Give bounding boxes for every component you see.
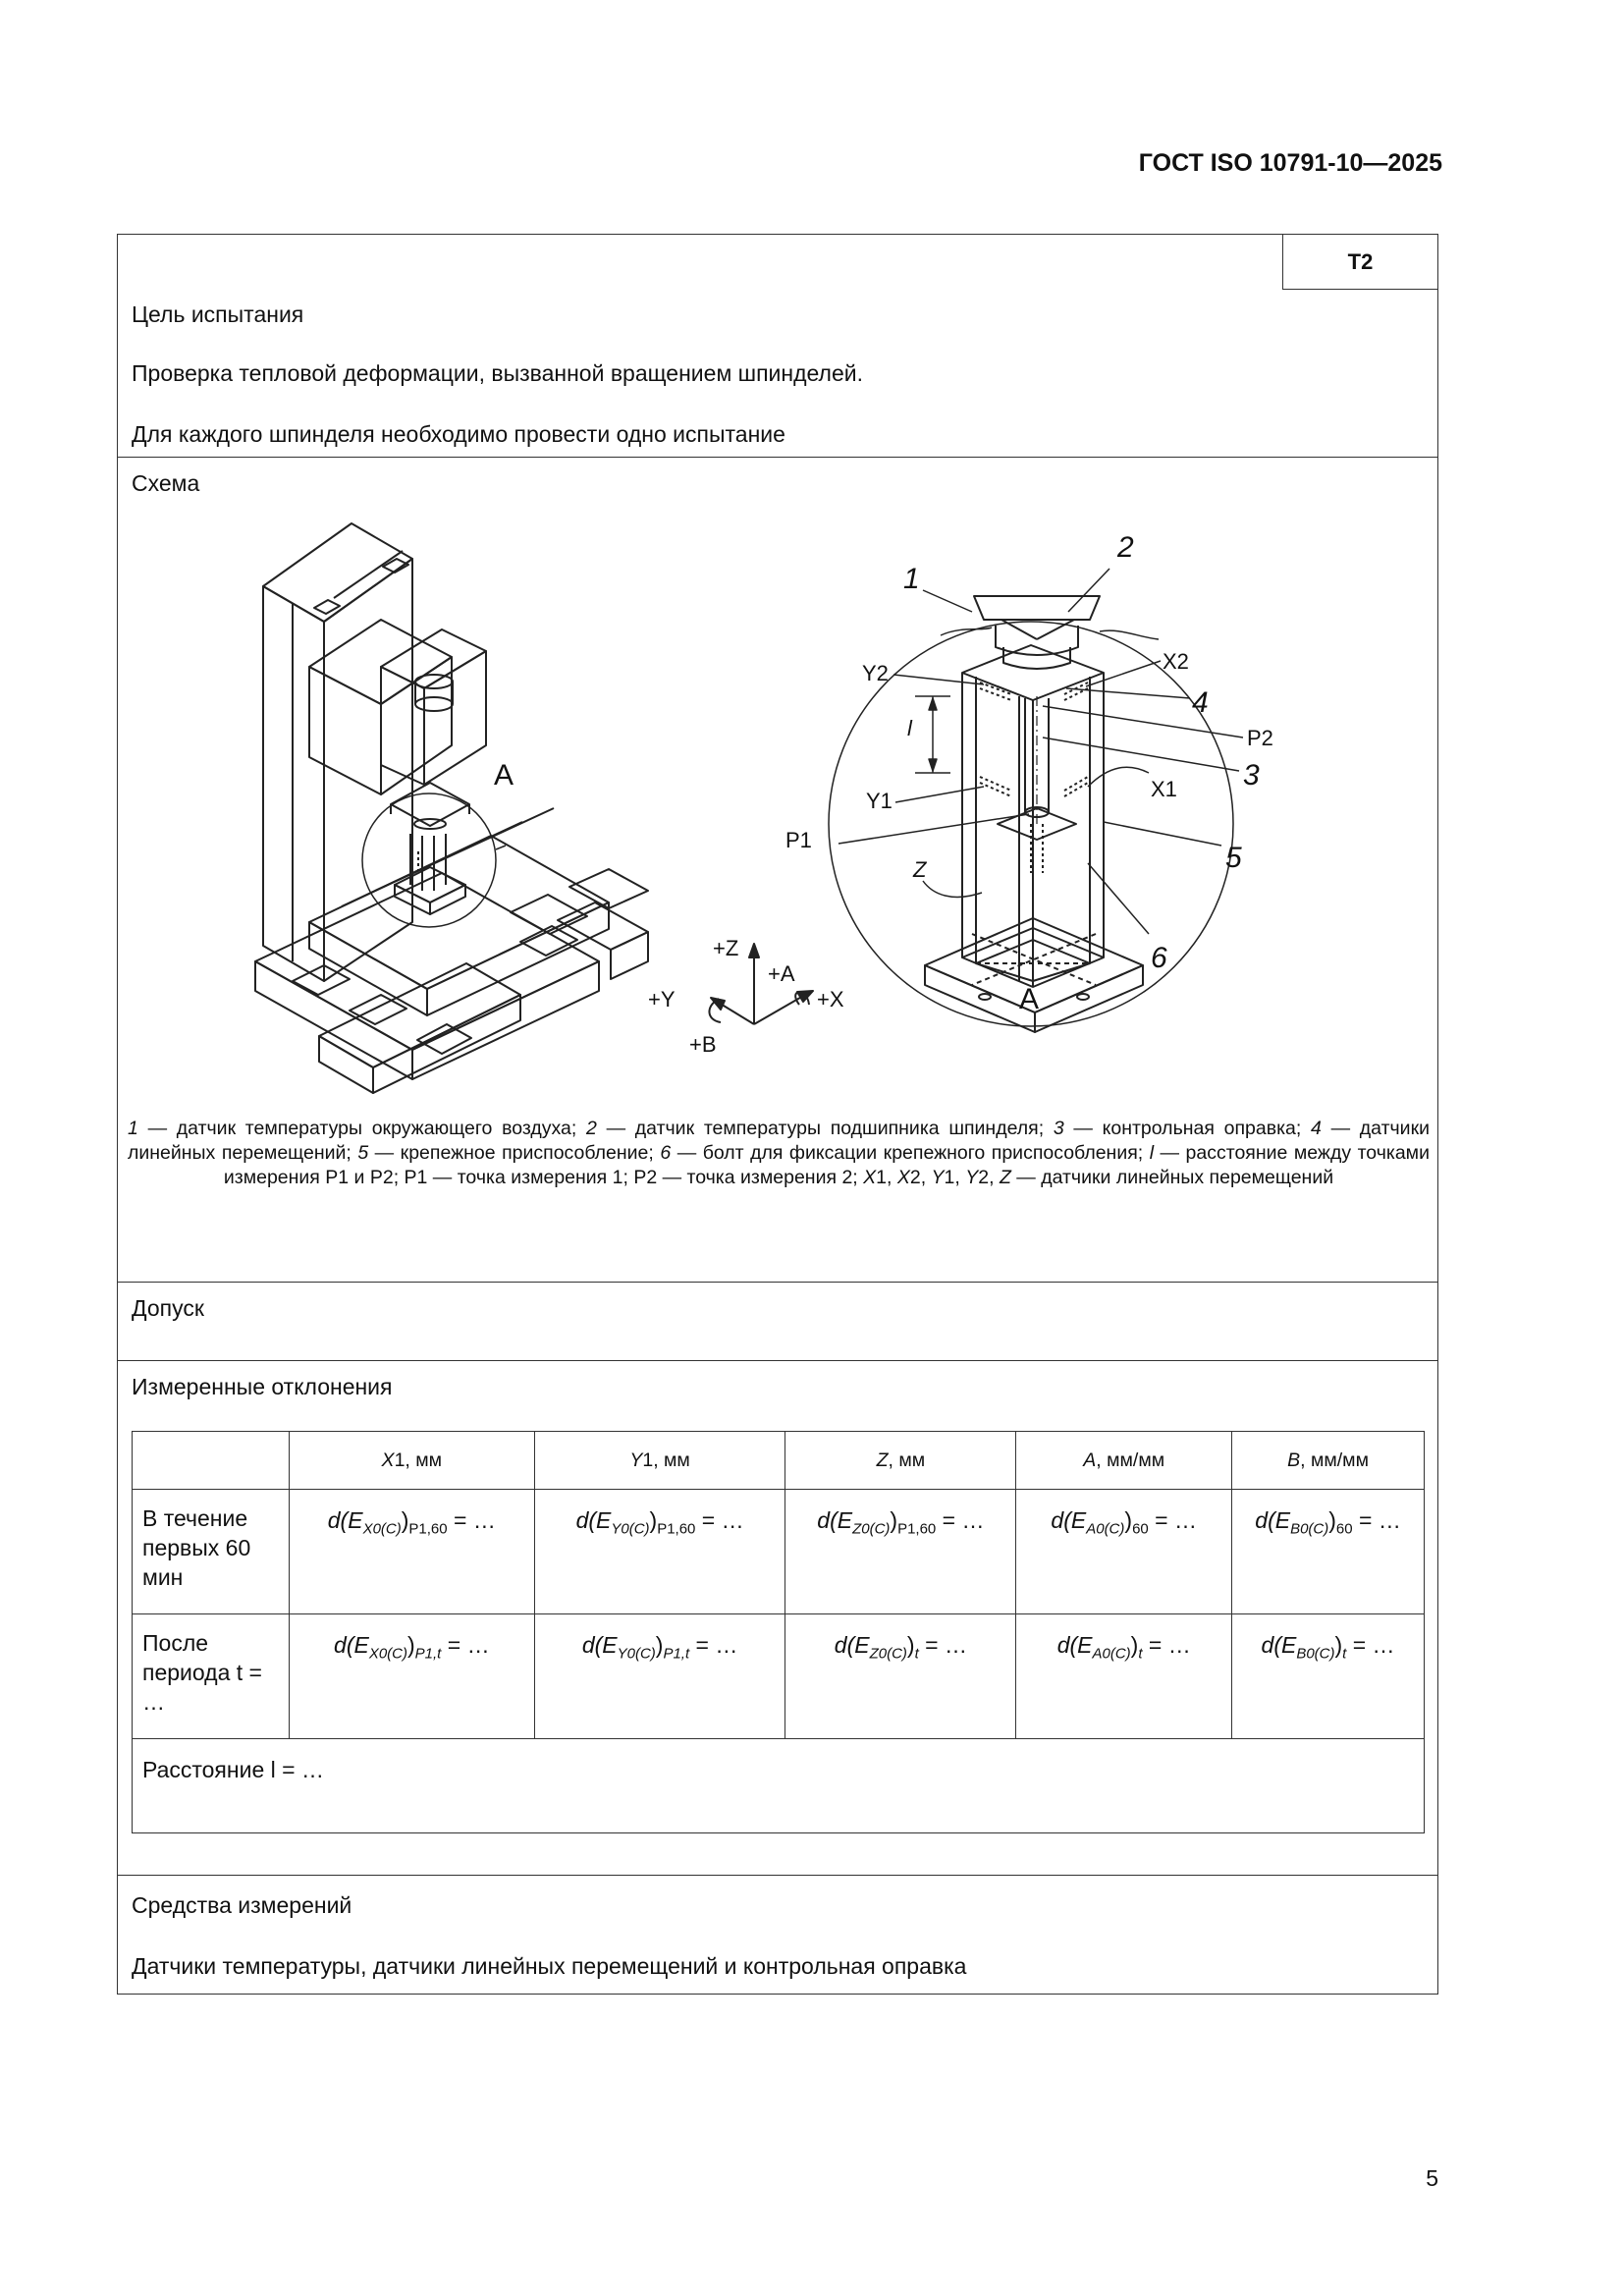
label-3: 3	[1243, 759, 1260, 792]
detail-mandrel	[998, 696, 1076, 873]
leader-lines	[839, 569, 1243, 934]
scheme-title: Схема	[132, 470, 200, 496]
label-plus-y: +Y	[648, 987, 676, 1011]
page-number: 5	[1426, 2165, 1438, 2191]
tolerance-title: Допуск	[132, 1295, 204, 1321]
measured-deviations-table	[132, 1431, 1425, 1833]
spindle-head	[309, 620, 486, 829]
detail-a-fixture	[395, 834, 465, 914]
label-5: 5	[1225, 842, 1242, 874]
distance-cell: Расстояние l = …	[133, 1739, 1425, 1833]
label-detail-a-right: A	[1019, 983, 1040, 1015]
row-label: После периода t = …	[133, 1614, 290, 1739]
label-x1: X1	[1151, 777, 1177, 801]
table-cell: $d(E_{X0(C)})_{P1,t}$ = …	[289, 1614, 534, 1739]
label-l: l	[907, 716, 912, 740]
table-cell: $d(E_{X0(C)})_{P1,60}$ = …	[289, 1490, 534, 1614]
label-p1: P1	[785, 828, 812, 852]
document-header: ГОСТ ISO 10791-10—2025	[1138, 149, 1442, 177]
label-plus-z: +Z	[713, 936, 739, 960]
column-header: Z, мм	[785, 1432, 1016, 1490]
purpose-title: Цель испытания	[132, 301, 304, 327]
purpose-line-1: Проверка тепловой деформации, вызванной вращением шпинделей.	[132, 360, 863, 386]
table-corner-cell	[133, 1432, 290, 1490]
table-row	[133, 1739, 1425, 1833]
column-header: B, мм/мм	[1232, 1432, 1425, 1490]
table-row	[133, 1614, 1425, 1739]
label-p2: P2	[1247, 726, 1273, 750]
table-row	[133, 1490, 1425, 1614]
label-1: 1	[903, 563, 920, 595]
label-y2: Y2	[862, 661, 889, 685]
table-cell: $d(E_{Y0(C)})_{P1,60}$ = …	[534, 1490, 785, 1614]
purpose-line-2: Для каждого шпинделя необходимо провести одно испытание	[132, 421, 785, 447]
label-x2: X2	[1163, 649, 1189, 674]
label-plus-a: +A	[768, 961, 795, 986]
table-cell: $d(E_{A0(C)})_{60}$ = …	[1016, 1490, 1232, 1614]
column-header: A, мм/мм	[1016, 1432, 1232, 1490]
row-label: В течение первых 60 мин	[133, 1490, 290, 1614]
label-6: 6	[1151, 942, 1167, 974]
table-cell: $d(E_{Z0(C)})_{P1,60}$ = …	[785, 1490, 1016, 1614]
table-cell: $d(E_{A0(C)})_t$ = …	[1016, 1614, 1232, 1739]
label-2: 2	[1117, 531, 1134, 564]
table-cell: $d(E_{B0(C)})_{60}$ = …	[1232, 1490, 1425, 1614]
divider	[118, 1875, 1437, 1876]
table-cell: $d(E_{Y0(C)})_{P1,t}$ = …	[534, 1614, 785, 1739]
table-cell: $d(E_{Z0(C)})_t$ = …	[785, 1614, 1016, 1739]
label-detail-a-left: A	[494, 759, 514, 792]
figure-legend: 1 — датчик температуры окружающего воздуха; 2 — датчик температуры подшипника шпинделя; 3 — контрольная оправка; 4 — датчики линейных перемещений; 5 — крепежное приспособление; 6 — болт для фиксации крепежного приспособления; l — расстояние между точками измерения P1 и P2; P1 — точка измерения 1; P2 — точка измерения 2; X1, X2, Y1, Y2, Z — датчики линейных перемещений	[128, 1118, 1430, 1188]
machine-column	[263, 523, 412, 981]
label-plus-x: +X	[817, 987, 844, 1011]
divider	[118, 1360, 1437, 1361]
column-header: Y1, мм	[534, 1432, 785, 1490]
label-y1: Y1	[866, 789, 893, 813]
test-sheet-frame	[117, 234, 1438, 1995]
machine-table	[309, 808, 609, 1015]
table-cell: $d(E_{B0(C)})_t$ = …	[1232, 1614, 1425, 1739]
column-header: X1, мм	[289, 1432, 534, 1490]
detail-spindle	[974, 596, 1100, 669]
instruments-title: Средства измерений	[132, 1892, 352, 1918]
instruments-text: Датчики температуры, датчики линейных перемещений и контрольная оправка	[132, 1953, 967, 1979]
scheme-figure	[118, 235, 1439, 1099]
label-plus-b: +B	[689, 1032, 717, 1057]
test-code-box: T2	[1282, 235, 1437, 290]
label-z: Z	[913, 857, 927, 882]
measured-title: Измеренные отклонения	[132, 1374, 393, 1399]
label-4: 4	[1192, 686, 1209, 719]
divider	[118, 1282, 1437, 1283]
table-header-row	[133, 1432, 1425, 1490]
